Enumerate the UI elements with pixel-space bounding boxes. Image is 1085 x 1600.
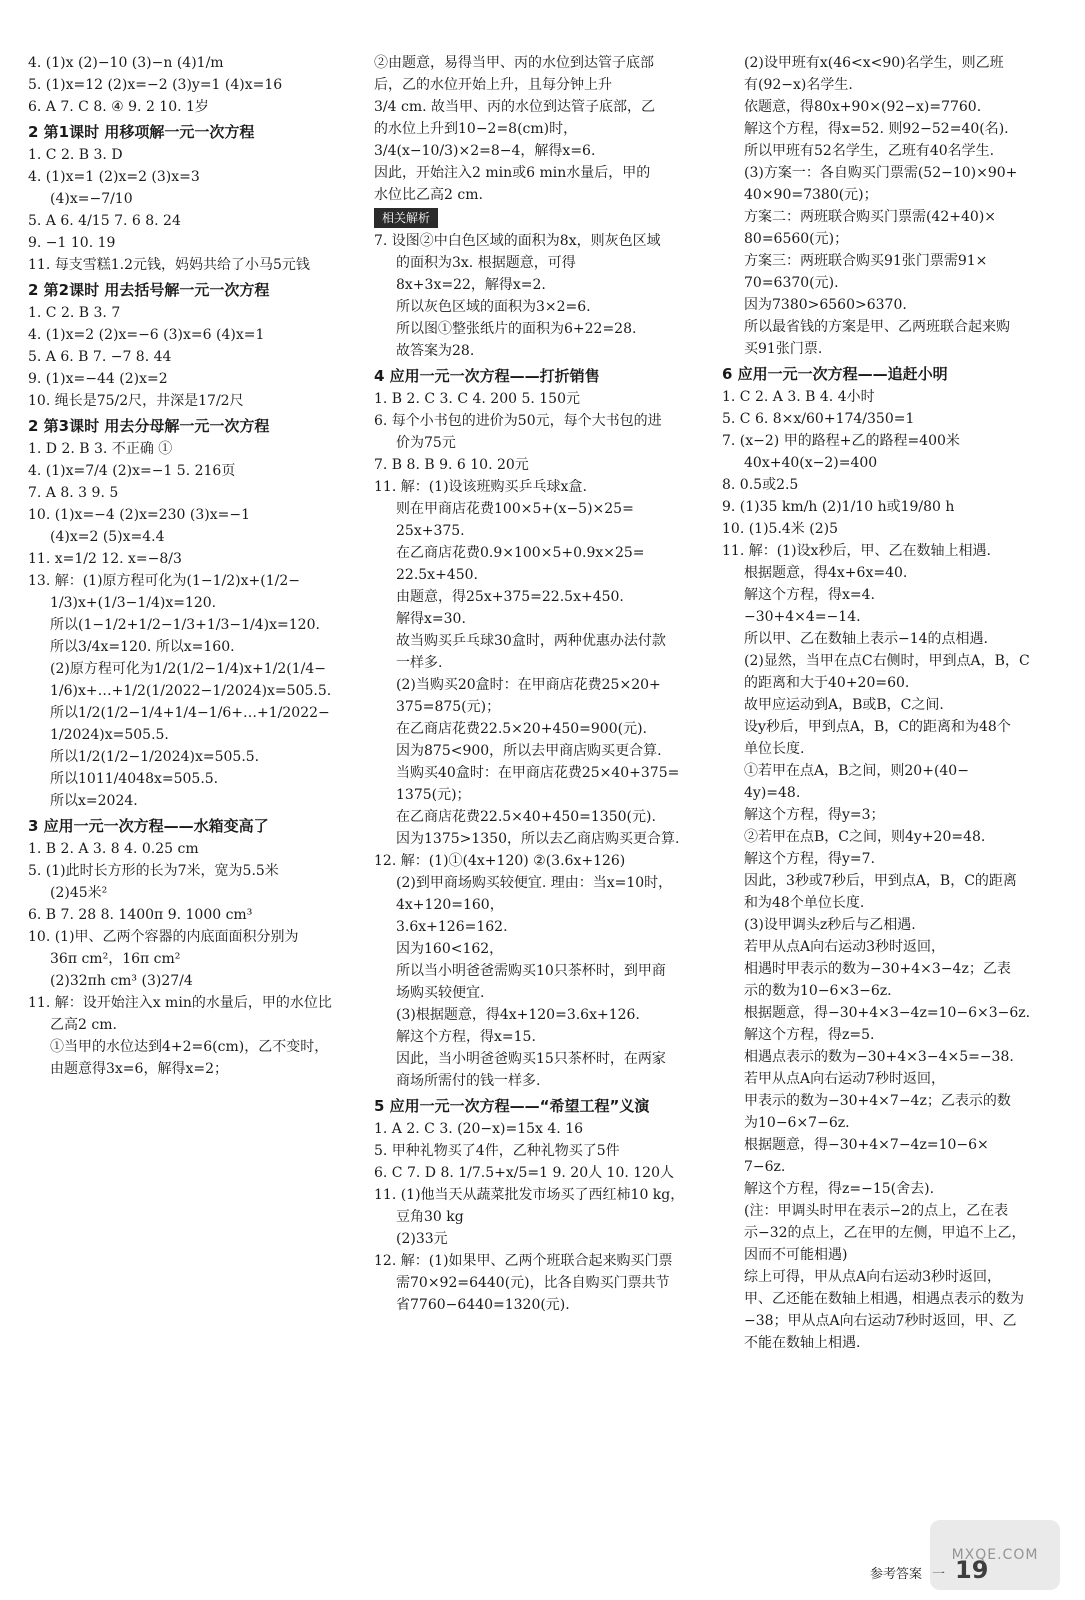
answer-line: 解这个方程，得z=−15(舍去). [744, 1181, 935, 1197]
answer-line: 依题意，得80x+90×(92−x)=7760. [744, 99, 982, 115]
answer-line: 若甲从点A向右运动7秒时返回， [744, 1071, 946, 1087]
answer-line: 5. 甲种礼物买了4件，乙种礼物买了5件 [374, 1143, 620, 1159]
answer-line: 8. 0.5或2.5 [722, 477, 799, 493]
answer-line: 根据题意，得−30+4×7−4z=10−6× [744, 1137, 989, 1153]
answer-line: 7. 设图②中白色区域的面积为8x，则灰色区域 [374, 233, 661, 249]
answer-line: 5. (1)此时长方形的长为7米，宽为5.5米 [28, 863, 279, 879]
answer-column-middle [374, 52, 704, 1316]
section-heading: 4 应用一元一次方程——打折销售 [374, 367, 600, 385]
answer-line: 36π cm²，16π cm² [50, 951, 181, 967]
answer-line: 解这个方程，得x=15. [396, 1029, 536, 1045]
answer-line: 40×90=7380(元)； [744, 187, 878, 203]
section-heading: 5 应用一元一次方程——“希望工程”义演 [374, 1097, 650, 1115]
answer-line: (2)原方程可化为1/2(1/2−1/4)x+1/2(1/4− [50, 661, 326, 677]
answer-line: 和为48个单位长度. [744, 895, 865, 911]
answer-line: 1. C 2. B 3. 7 [28, 305, 121, 321]
answer-line: 所以1/2(1/2−1/2024)x=505.5. [50, 749, 260, 765]
answer-line: 11. x=1/2 12. x=−8/3 [28, 551, 182, 567]
answer-line: 12. 解：(1)①(4x+120) ②(3.6x+126) [374, 853, 626, 869]
answer-line: 因为7380>6560>6370. [744, 297, 907, 313]
answer-line: 1/2024)x=505.5. [50, 727, 169, 743]
answer-line: 25x+375. [396, 523, 465, 539]
answer-line: 相遇时甲表示的数为−30+4×3−4z；乙表 [744, 961, 1011, 977]
answer-line: −38；甲从点A向右运动7秒时返回，甲、乙 [744, 1313, 1017, 1329]
answer-line: 有(92−x)名学生. [744, 77, 853, 93]
answer-line: 6. 每个小书包的进价为50元，每个大书包的进 [374, 413, 662, 429]
answer-line: 12. 解：(1)如果甲、乙两个班联合起来购买门票 [374, 1253, 673, 1269]
answer-line: 所以最省钱的方案是甲、乙两班联合起来购 [744, 319, 1010, 335]
answer-line: 10. (1)x=−4 (2)x=230 (3)x=−1 [28, 507, 250, 523]
answer-line: 故甲应运动到A，B或B，C之间. [744, 697, 944, 713]
answer-line: 所以甲、乙在数轴上表示−14的点相遇. [744, 631, 988, 647]
answer-line: 22.5x+450. [396, 567, 478, 583]
answer-line: 根据题意，得−30+4×3−4z=10−6×3−6z. [744, 1005, 1031, 1021]
answer-line: 6. A 7. C 8. ④ 9. 2 10. 1岁 [28, 99, 209, 115]
footer-divider: 一 [932, 1567, 946, 1582]
answer-line: (4)x=−7/10 [50, 191, 133, 207]
answer-line: 5. A 6. B 7. −7 8. 44 [28, 349, 172, 365]
answer-line: 11. 解：(1)设x秒后，甲、乙在数轴上相遇. [722, 543, 991, 559]
answer-line: 1. C 2. B 3. D [28, 147, 123, 163]
answer-line: 1375(元)； [396, 787, 471, 803]
answer-line: 9. (1)35 km/h (2)1/10 h或19/80 h [722, 499, 955, 515]
answer-line: 1. B 2. C 3. C 4. 200 5. 150元 [374, 391, 580, 407]
answer-line: 相遇点表示的数为−30+4×3−4×5=−38. [744, 1049, 1014, 1065]
answer-line: 的面积为3x. 根据题意，可得 [396, 255, 576, 271]
answer-line: 10. (1)5.4米 (2)5 [722, 521, 838, 537]
answer-line: 所以图①整张纸片的面积为6+22=28. [396, 321, 637, 337]
answer-line: 11. 每支雪糕1.2元钱，妈妈共给了小马5元钱 [28, 257, 310, 273]
answer-line: 因为160<162， [396, 941, 504, 957]
answer-line: (2)45米² [50, 885, 108, 901]
section-heading: 2 第1课时 用移项解一元一次方程 [28, 123, 255, 141]
answer-line: 解这个方程，得y=3； [744, 807, 885, 823]
answer-line: 因此，当小明爸爸购买15只茶杯时，在两家 [396, 1051, 666, 1067]
answer-line: 在乙商店花费22.5×40+450=1350(元). [396, 809, 656, 825]
answer-line: 一样多. [396, 655, 443, 671]
answer-line: 3/4(x−10/3)×2=8−4，解得x=6. [374, 143, 596, 159]
answer-line: 解这个方程，得z=5. [744, 1027, 875, 1043]
answer-line: 水位比乙高2 cm. [374, 187, 483, 203]
answer-line: 4. (1)x (2)−10 (3)−n (4)1/m [28, 55, 224, 71]
answer-line: 11. 解：设开始注入x min的水量后，甲的水位比 [28, 995, 332, 1011]
watermark-logo [930, 1520, 1060, 1590]
answer-line: 1. D 2. B 3. 不正确 ① [28, 441, 173, 457]
answer-line: 由题意，得25x+375=22.5x+450. [396, 589, 624, 605]
answer-line: 5. C 6. 8×x/60+174/350=1 [722, 411, 915, 427]
answer-line: 示的数为10−6×3−6z. [744, 983, 892, 999]
answer-line: 375=875(元)； [396, 699, 501, 715]
answer-line: 10. (1)甲、乙两个容器的内底面面积分别为 [28, 929, 299, 945]
answer-line: 因此，3秒或7秒后，甲到点A，B，C的距离 [744, 873, 1017, 889]
answer-line: 价为75元 [396, 435, 456, 451]
answer-line: 故当购买乒乓球30盒时，两种优惠办法付款 [396, 633, 666, 649]
answer-line: 买91张门票. [744, 341, 823, 357]
answer-line: 11. (1)他当天从蔬菜批发市场买了西红柿10 kg， [374, 1187, 685, 1203]
answer-line: 解这个方程，得x=52. 则92−52=40(名). [744, 121, 1009, 137]
answer-line: 3.6x+126=162. [396, 919, 508, 935]
answer-line: 8x+3x=22，解得x=2. [396, 277, 546, 293]
answer-line: ②若甲在点B，C之间，则4y+20=48. [744, 829, 986, 845]
answer-line: 在乙商店花费22.5×20+450=900(元). [396, 721, 647, 737]
answer-line: 当购买40盒时：在甲商店花费25×40+375= [396, 765, 680, 781]
answer-line: (3)根据题意，得4x+120=3.6x+126. [396, 1007, 640, 1023]
answer-line: 不能在数轴上相遇. [744, 1335, 861, 1351]
answer-line: 解这个方程，得x=4. [744, 587, 875, 603]
answer-line: ②由题意，易得当甲、丙的水位到达管子底部 [374, 55, 654, 71]
answer-line: 7. (x−2) 甲的路程+乙的路程=400米 [722, 433, 960, 449]
answer-line: 在乙商店花费0.9×100×5+0.9x×25= [396, 545, 645, 561]
answer-line: 1/6)x+…+1/2(1/2022−1/2024)x=505.5. [50, 683, 332, 699]
answer-line: ①当甲的水位达到4+2=6(cm)，乙不变时， [50, 1039, 329, 1055]
footer-label: 参考答案 [870, 1567, 923, 1582]
answer-line: 4. (1)x=2 (2)x=−6 (3)x=6 (4)x=1 [28, 327, 265, 343]
answer-line: 若甲从点A向右运动3秒时返回， [744, 939, 946, 955]
answer-line: 方案二：两班联合购买门票需(42+40)× [744, 209, 997, 225]
answer-line: (2)33元 [396, 1231, 448, 1247]
page-number: 19 [955, 1556, 989, 1584]
answer-line: 解这个方程，得y=7. [744, 851, 875, 867]
answer-line: 所以灰色区域的面积为3×2=6. [396, 299, 591, 315]
answer-line: (2)到甲商场购买较便宜. 理由：当x=10时， [396, 875, 673, 891]
answer-line: 所以1/2(1/2−1/4+1/4−1/6+…+1/2022− [50, 705, 330, 721]
answer-line: 9. −1 10. 19 [28, 235, 116, 251]
answer-line: 由题意得3x=6，解得x=2； [50, 1061, 228, 1077]
answer-line: 所以1011/4048x=505.5. [50, 771, 219, 787]
answer-line: 4y)=48. [744, 785, 801, 801]
answer-line: 需70×92=6440(元)，比各自购买门票共节 [396, 1275, 670, 1291]
answer-line: ①若甲在点A，B之间，则20+(40− [744, 763, 969, 779]
section-heading: 6 应用一元一次方程——追赶小明 [722, 365, 948, 383]
answer-line: 的距离和大于40+20=60. [744, 675, 910, 691]
answer-line: (2)设甲班有x(46<x<90)名学生，则乙班 [744, 55, 1004, 71]
answer-line: (3)设甲调头z秒后与乙相遇. [744, 917, 916, 933]
answer-line: 7. B 8. B 9. 6 10. 20元 [374, 457, 529, 473]
watermark-text: MXQE.COM [951, 1547, 1039, 1563]
answer-line: 的水位上升到10−2=8(cm)时， [374, 121, 578, 137]
answer-line: 1. C 2. A 3. B 4. 4小时 [722, 389, 875, 405]
answer-line: 甲表示的数为−30+4×7−4z；乙表示的数 [744, 1093, 1011, 1109]
answer-line: 4. (1)x=7/4 (2)x=−1 5. 216页 [28, 463, 236, 479]
answer-line: 为10−6×7−6z. [744, 1115, 850, 1131]
answer-line: 场购买较便宜. [396, 985, 485, 1001]
answer-line: 设y秒后，甲到点A，B，C的距离和为48个 [744, 719, 1011, 735]
answer-line: (2)32πh cm³ (3)27/4 [50, 973, 193, 989]
answer-line: 7. A 8. 3 9. 5 [28, 485, 119, 501]
answer-column-left [28, 52, 358, 1080]
answer-line: (2)当购买20盒时：在甲商店花费25×20+ [396, 677, 661, 693]
answer-line: 示−32的点上，乙在甲的左侧，甲追不上乙， [744, 1225, 1026, 1241]
answer-line: 1. B 2. A 3. 8 4. 0.25 cm [28, 841, 199, 857]
answer-line: 4x+120=160， [396, 897, 504, 913]
answer-line: (3)方案一：各自购买门票需(52−10)×90+ [744, 165, 1018, 181]
badge-label: 相关解析 [374, 208, 438, 228]
answer-line: 10. 绳长是75/2尺，井深是17/2尺 [28, 393, 244, 409]
answer-line: 甲、乙还能在数轴上相遇，相遇点表示的数为 [744, 1291, 1024, 1307]
answer-line: 综上可得，甲从点A向右运动3秒时返回， [744, 1269, 1002, 1285]
section-heading: 2 第3课时 用去分母解一元一次方程 [28, 417, 270, 435]
answer-line: 因此，开始注入2 min或6 min水量后，甲的 [374, 165, 651, 181]
answer-line: 则在甲商店花费100×5+(x−5)×25= [396, 501, 634, 517]
answer-line: (4)x=2 (5)x=4.4 [50, 529, 165, 545]
answer-line: 商场所需付的钱一样多. [396, 1073, 541, 1089]
answer-line: 因为1375>1350，所以去乙商店购买更合算. [396, 831, 680, 847]
answer-line: 单位长度. [744, 741, 805, 757]
answer-line: 所以x=2024. [50, 793, 138, 809]
answer-line: 6. C 7. D 8. 1/7.5+x/5=1 9. 20人 10. 120人 [374, 1165, 674, 1181]
section-heading: 3 应用一元一次方程——水箱变高了 [28, 817, 269, 835]
section-heading: 2 第2课时 用去括号解一元一次方程 [28, 281, 270, 299]
answer-line: 80=6560(元)； [744, 231, 849, 247]
answer-line: 4. (1)x=1 (2)x=2 (3)x=3 [28, 169, 200, 185]
answer-line: 后，乙的水位开始上升，且每分钟上升 [374, 77, 612, 93]
answer-column-right [722, 52, 1062, 1354]
answer-line: 所以当小明爸爸需购买10只茶杯时，到甲商 [396, 963, 666, 979]
answer-line: 5. (1)x=12 (2)x=−2 (3)y=1 (4)x=16 [28, 77, 283, 93]
answer-line: 5. A 6. 4/15 7. 6 8. 24 [28, 213, 181, 229]
answer-line: 13. 解：(1)原方程可化为(1−1/2)x+(1/2− [28, 573, 300, 589]
answer-line: 9. (1)x=−44 (2)x=2 [28, 371, 168, 387]
answer-line: 11. 解：(1)设该班购买乒乓球x盒. [374, 479, 587, 495]
answer-line: 所以甲班有52名学生，乙班有40名学生. [744, 143, 995, 159]
answer-line: −30+4×4=−14. [744, 609, 861, 625]
answer-line: 7−6z. [744, 1159, 786, 1175]
answer-line: (2)显然，当甲在点C右侧时，甲到点A，B，C [744, 653, 1030, 669]
answer-line: 所以3/4x=120. 所以x=160. [50, 639, 235, 655]
answer-line: 40x+40(x−2)=400 [744, 455, 878, 471]
answer-line: 乙高2 cm. [50, 1017, 117, 1033]
answer-line: 所以(1−1/2+1/2−1/3+1/3−1/4)x=120. [50, 617, 320, 633]
answer-line: 方案三：两班联合购买91张门票需91× [744, 253, 988, 269]
answer-line: (注：甲调头时甲在表示−2的点上，乙在表 [744, 1203, 1009, 1219]
answer-line: 因而不可能相遇) [744, 1247, 848, 1263]
answer-line: 故答案为28. [396, 343, 475, 359]
answer-line: 豆角30 kg [396, 1209, 464, 1225]
answer-line: 解得x=30. [396, 611, 466, 627]
related-analysis-badge [374, 206, 704, 230]
answer-line: 因为875<900，所以去甲商店购买更合算. [396, 743, 662, 759]
answer-line: 1. A 2. C 3. (20−x)=15x 4. 16 [374, 1121, 584, 1137]
answer-line: 70=6370(元). [744, 275, 839, 291]
answer-line: 3/4 cm. 故当甲、丙的水位到达管子底部，乙 [374, 99, 655, 115]
answer-line: 6. B 7. 28 8. 1400π 9. 1000 cm³ [28, 907, 253, 923]
answer-line: 根据题意，得4x+6x=40. [744, 565, 908, 581]
answer-line: 省7760−6440=1320(元). [396, 1297, 570, 1313]
answer-line: 1/3)x+(1/3−1/4)x=120. [50, 595, 217, 611]
